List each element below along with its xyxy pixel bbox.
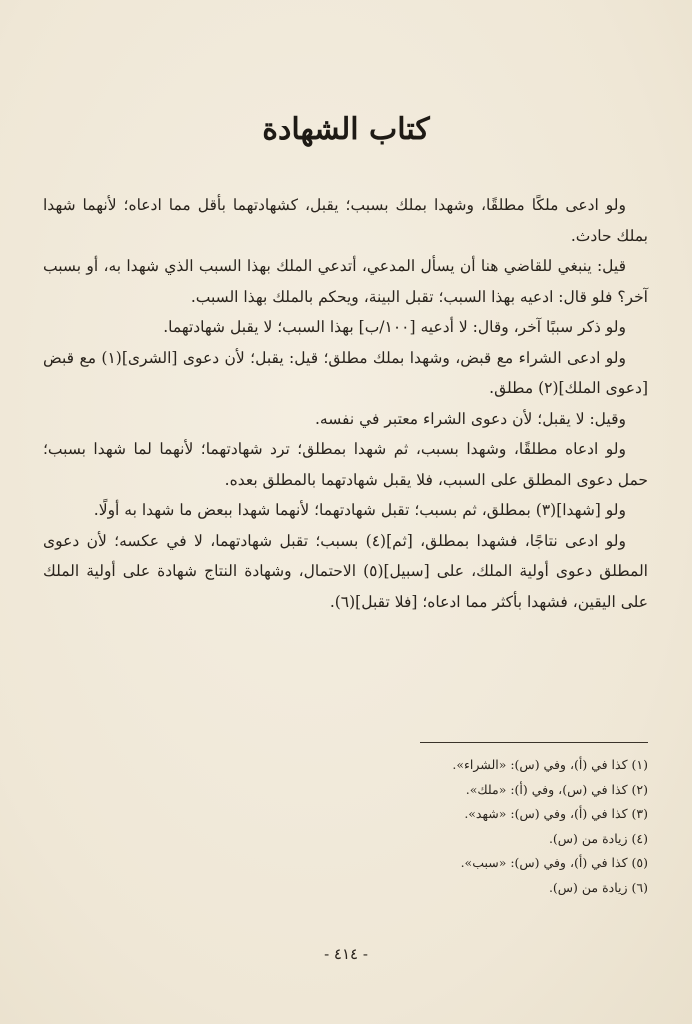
paragraph: ولو ذكر سببًا آخر، وقال: لا أدعيه [١٠٠/ب] بهذا السبب؛ لا يقبل شهادتهما. — [163, 318, 626, 336]
footnote-divider — [420, 742, 648, 743]
paragraph: قيل: ينبغي للقاضي هنا أن يسأل المدعي، أتدعي الملك بهذا السبب الذي شهدا به، أو بسبب آخر؟ فلو قال: ادعيه بهذا السبب؛ تقبل البينة، ويحكم بالملك بهذا السبب. — [43, 257, 648, 306]
footnote: (٦) زيادة من (س). — [548, 879, 648, 895]
chapter-title: كتاب الشهادة — [262, 112, 430, 147]
main-text — [43, 190, 648, 617]
footnote: (٥) كذا في (أ)، وفي (س): «سبب». — [460, 855, 648, 870]
footnote: (٤) زيادة من (س). — [548, 830, 648, 846]
paragraph: ولو [شهدا](٣) بمطلق، ثم بسبب؛ تقبل شهادتهما؛ لأنهما شهدا ببعض ما شهدا به أولًا. — [93, 501, 626, 519]
footnote: (١) كذا في (أ)، وفي (س): «الشراء». — [452, 757, 648, 772]
paragraph: وقيل: لا يقبل؛ لأن دعوى الشراء معتبر في نفسه. — [314, 409, 626, 428]
paragraph: ولو ادعى الشراء مع قبض، وشهدا بملك مطلق؛ قيل: يقبل؛ لأن دعوى [الشرى](١) مع قبض [دعوى الملك](٢) مطلق. — [43, 348, 648, 397]
page-number: - ٤١٤ - — [324, 945, 368, 963]
paragraph: ولو ادعاه مطلقًا، وشهدا بسبب، ثم شهدا بمطلق؛ ترد شهادتهما؛ لأنهما لما شهدا بسبب؛ حمل دعوى المطلق على السبب، فلا يقبل شهادتهما بالمطلق بعده. — [43, 440, 648, 489]
footnote: (٣) كذا في (أ)، وفي (س): «شهد». — [464, 806, 648, 821]
footnotes — [48, 753, 648, 900]
paragraph: ولو ادعى ملكًا مطلقًا، وشهدا بملك بسبب؛ يقبل، كشهادتهما بأقل مما ادعاه؛ لأنهما شهدا بملك حادث. — [43, 196, 648, 245]
footnote: (٢) كذا في (س)، وفي (أ): «ملك». — [465, 781, 648, 797]
paragraph: ولو ادعى نتاجًا، فشهدا بمطلق، [ثم](٤) بسبب؛ تقبل شهادتهما، لا في عكسه؛ لأن دعوى المطلق دعوى أولية الملك، على [سبيل](٥) الاحتمال، وشهادة النتاج شهادة على أولية الملك على اليقين، فشهدا بأكثر مما ادعاه؛ [فلا تقبل](٦). — [43, 531, 648, 611]
